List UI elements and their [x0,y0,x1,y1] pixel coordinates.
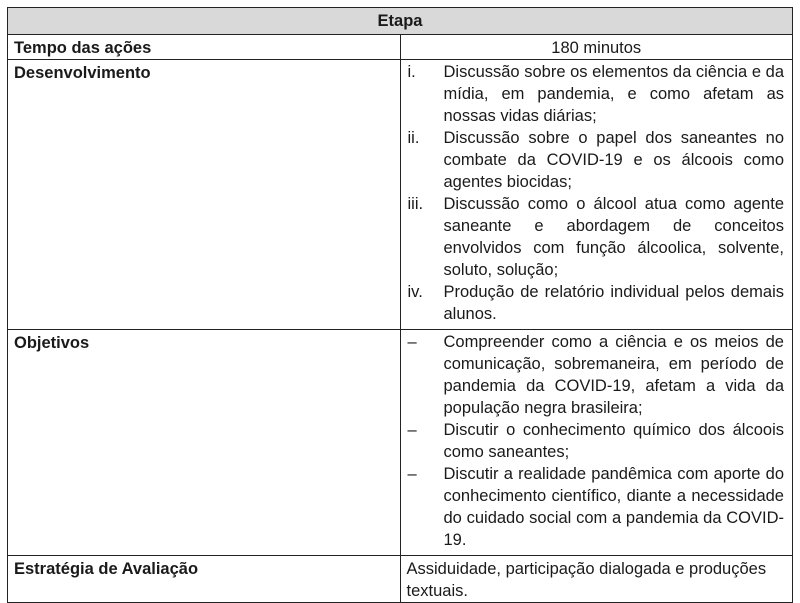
row-avaliacao [8,556,793,603]
list-text: Discussão como o álcool atua como agente saneante e abordagem de conceitos envolvidos com função álcoolica, solvente, soluto, solução; [443,195,784,279]
header-row [8,8,793,35]
row-label-objetivos: Objetivos [8,330,401,556]
row-tempo [8,35,793,60]
row-value-avaliacao: Assiduidade, participação dialogada e produções textuais. [400,556,793,603]
etapa-table [7,7,793,603]
list-marker: – [407,465,417,483]
row-desenvolvimento [8,60,793,330]
list-text: Discussão sobre os elementos da ciência e da mídia, em pandemia, e como afetam as nossas vidas diárias; [443,63,784,125]
row-label-tempo: Tempo das ações [8,35,401,60]
table-header: Etapa [8,8,793,35]
list-text: Produção de relatório individual pelos demais alunos. [443,283,784,323]
row-label-desenvolvimento: Desenvolvimento [8,60,401,330]
row-value-objetivos [400,330,793,556]
list-item [401,331,793,419]
list-text: Discutir o conhecimento químico dos álcoois como saneantes; [443,421,784,461]
list-item [401,463,793,551]
list-marker: i. [407,63,416,81]
list-marker: ii. [407,129,420,147]
objetivos-list [401,331,793,551]
desenvolvimento-list [401,61,793,325]
row-value-desenvolvimento [400,60,793,330]
row-value-tempo: 180 minutos [400,35,793,60]
list-marker: – [407,421,417,439]
list-marker: – [407,333,417,351]
list-text: Compreender como a ciência e os meios de comunicação, sobremaneira, em período de pandemia da COVID-19, afetam a vida da população negra brasileira; [443,333,784,417]
list-item [401,127,793,193]
row-objetivos [8,330,793,556]
list-marker: iii. [407,195,424,213]
list-text: Discutir a realidade pandêmica com aporte do conhecimento científico, diante a necessidade do cuidado social com a pandemia da COVID-19. [443,465,784,549]
list-item [401,61,793,127]
row-label-avaliacao: Estratégia de Avaliação [8,556,401,603]
list-item [401,419,793,463]
list-item [401,281,793,325]
list-marker: iv. [407,283,423,301]
list-text: Discussão sobre o papel dos saneantes no combate da COVID-19 e os álcoois como agentes biocidas; [443,129,784,191]
list-item [401,193,793,281]
